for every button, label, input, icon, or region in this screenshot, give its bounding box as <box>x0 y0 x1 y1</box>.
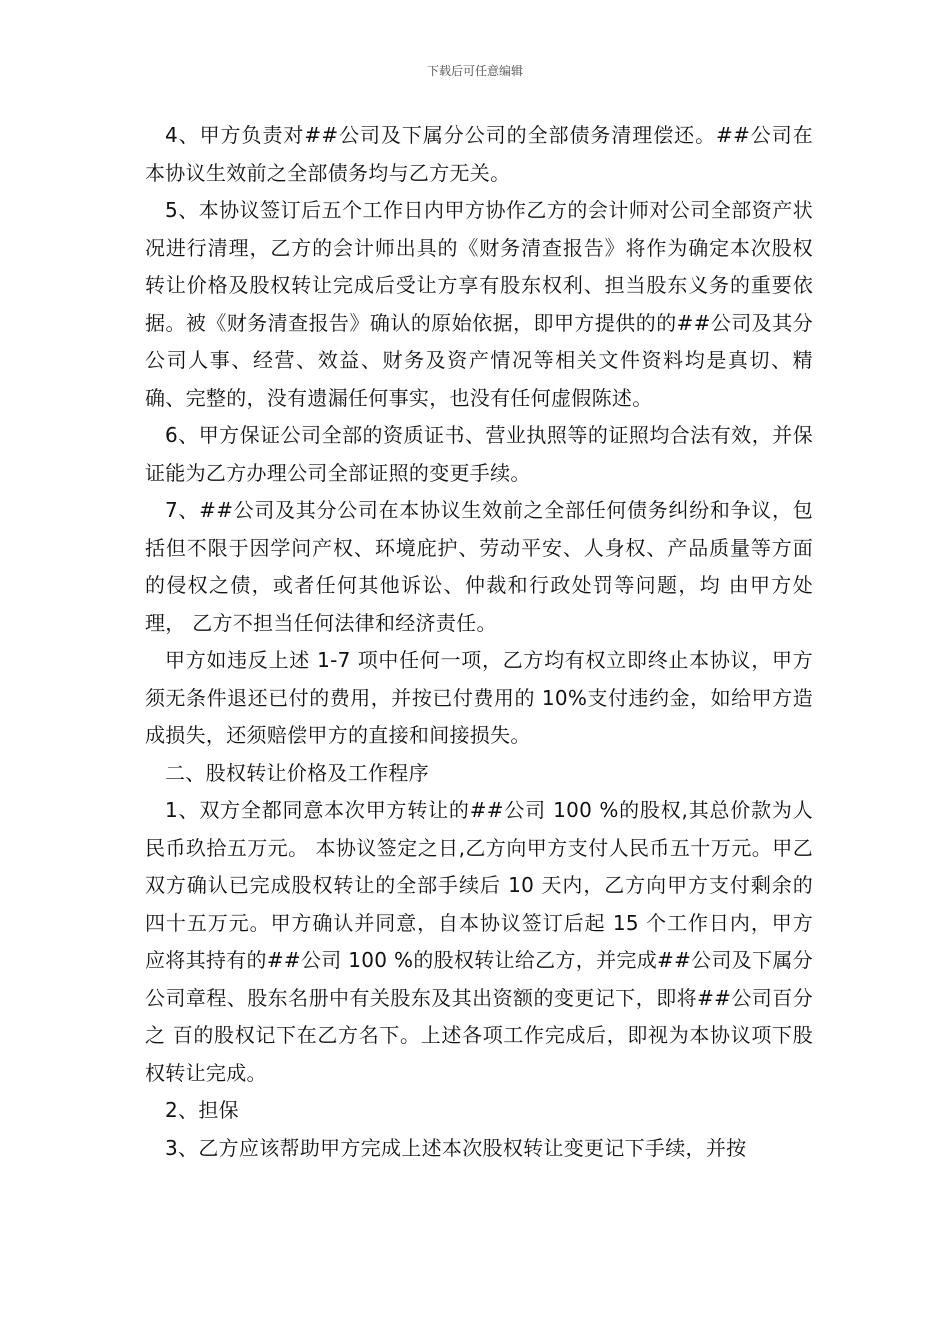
document-body <box>145 117 813 1167</box>
section2-item-2: 2、担保 <box>165 1098 239 1122</box>
header-note: 下载后可任意编辑 <box>426 64 523 78</box>
section-heading-2: 二、股权转让价格及工作程序 <box>165 760 429 785</box>
breach-clause: 甲方如违反上述 1-7 项中任何一项，乙方均有权立即终止本协议，甲方须无条件退还已付的费用，并按已付费用的 10%支付违约金，如给甲方造成损失，还须赔偿甲方的直接和间接损失。 <box>145 648 813 747</box>
clause-5: 5、本协议签订后五个工作日内甲方协作乙方的会计师对公司全部资产状况进行清理，乙方的会计师出具的《财务清查报告》将作为确定本次股权转让价格及股权转让完成后受让方享有股东权利、担当股东义务的重要依据。被《财务清查报告》确认的原始依据，即甲方提供的的##公司及其分公司人事、经营、效益、财务及资产情况等相关文件资料均是真切、精确、完整的，没有遗漏任何事实，也没有任何虚假陈述。 <box>145 198 813 410</box>
clause-6: 6、甲方保证公司全部的资质证书、营业执照等的证照均合法有效，并保证能为乙方办理公司全部证照的变更手续。 <box>145 423 813 485</box>
section2-item-1: 1、双方全都同意本次甲方转让的##公司 100 %的股权,其总价款为人民币玖拾五万元。 本协议签定之日,乙方向甲方支付人民币五十万元。甲乙双方确认已完成股权转让的全部手续后 10 天内，乙方向甲方支付剩余的四十五万元。甲方确认并同意，自本协议签订后起 15 个工作日内，甲方应将其持有的##公司 100 %的股权转让给乙方，并完成##公司及下属分公司章程、股东名册中有关股东及其出资额的变更记下，即将##公司百分之 百的股权记下在乙方名下。上述各项工作完成后，即视为本协议项下股权转让完成。 <box>145 798 813 1085</box>
clause-7: 7、##公司及其分公司在本协议生效前之全部任何债务纠纷和争议，包括但不限于因学问产权、环境庇护、劳动平安、人身权、产品质量等方面的侵权之债，或者任何其他诉讼、仲裁和行政处罚等问题，均 由甲方处理， 乙方不担当任何法律和经济责任。 <box>145 498 813 635</box>
clause-4: 4、甲方负责对##公司及下属分公司的全部债务清理偿还。##公司在本协议生效前之全部债务均与乙方无关。 <box>145 123 813 185</box>
section2-item-3: 3、乙方应该帮助甲方完成上述本次股权转让变更记下手续，并按 <box>165 1135 747 1160</box>
